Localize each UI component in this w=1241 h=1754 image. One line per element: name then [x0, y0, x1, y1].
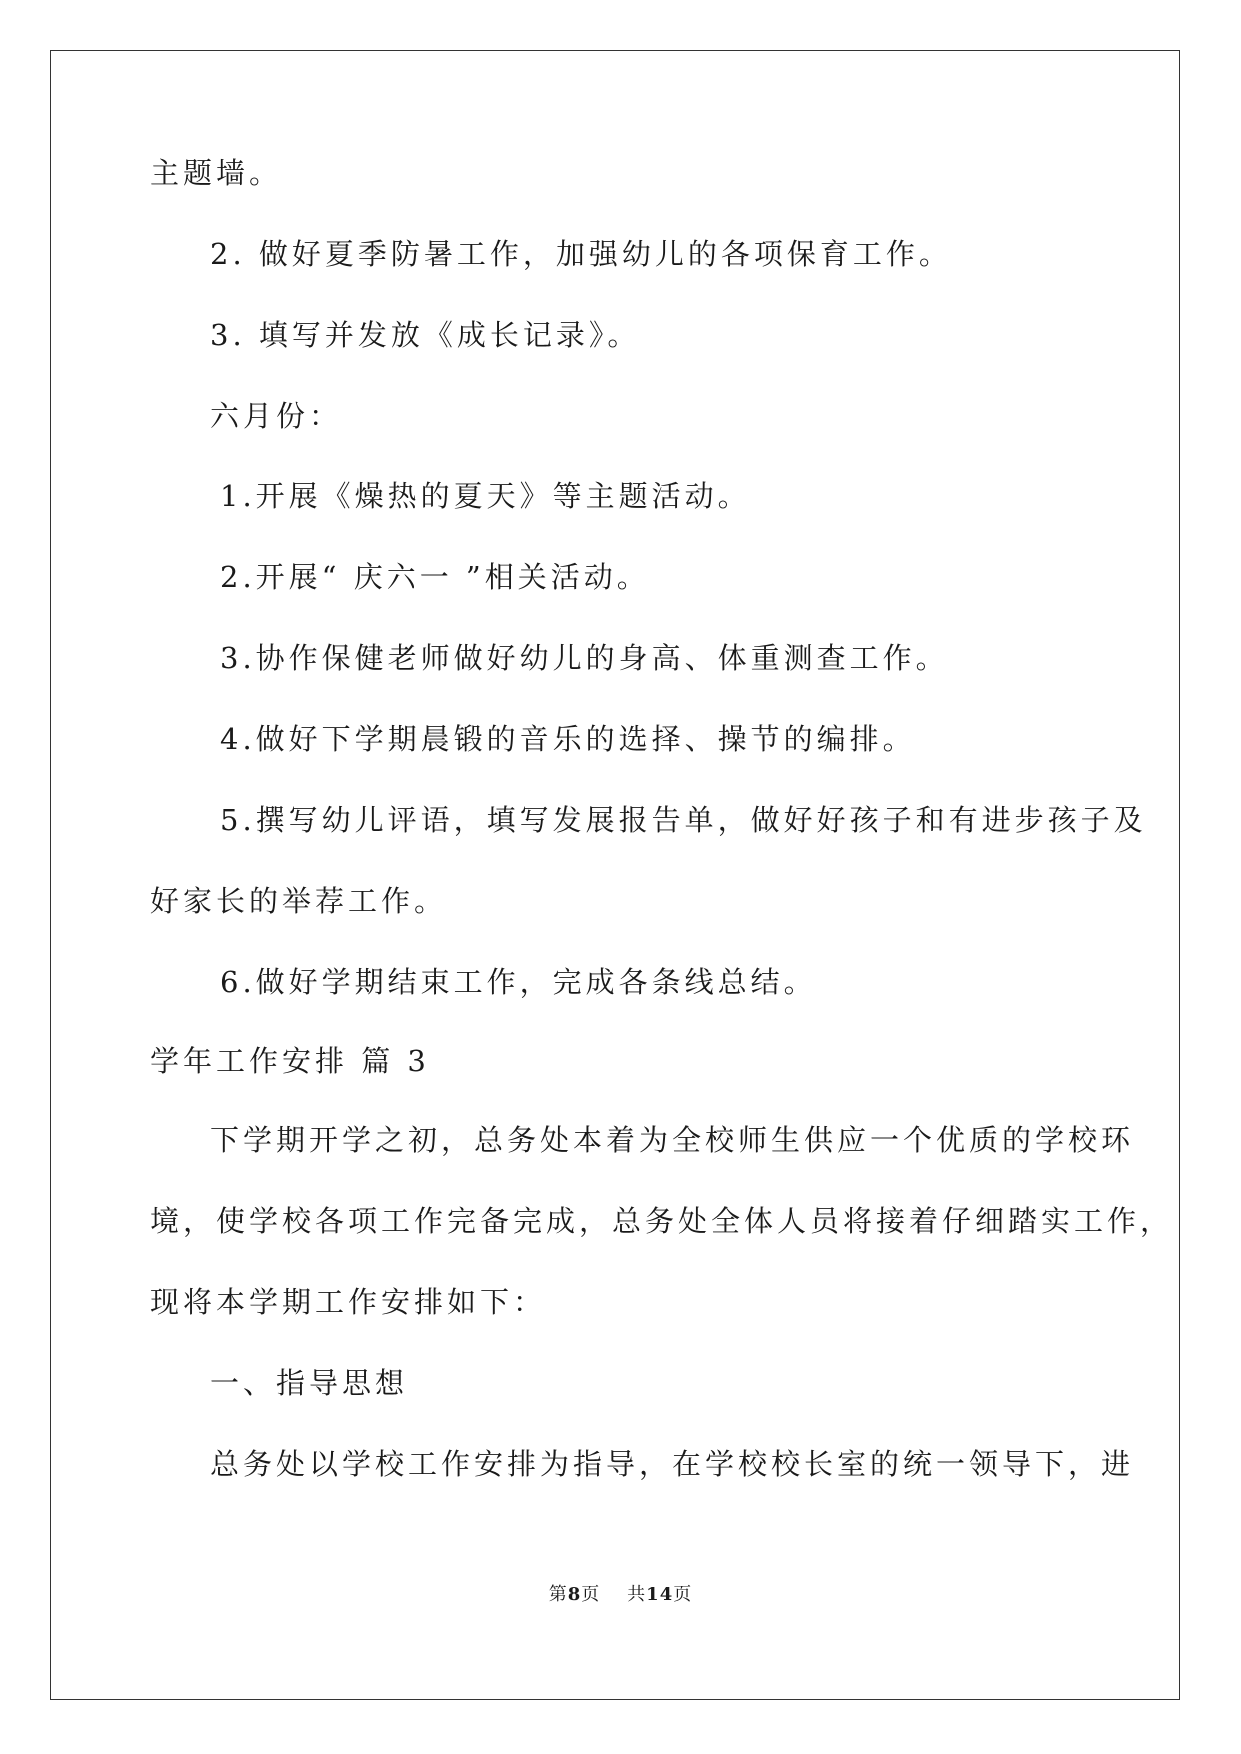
total-pages: 14	[646, 1584, 674, 1605]
total-suffix: 页	[673, 1584, 693, 1605]
text-line: 6.做好学期结束工作，完成各条线总结。	[220, 965, 817, 999]
text-line: 好家长的举荐工作。	[150, 884, 448, 918]
text-line: 5.撰写幼儿评语，填写发展报告单，做好好孩子和有进步孩子及	[220, 803, 1147, 837]
text-line: 2.开展“ 庆六一 ”相关活动。	[220, 560, 650, 594]
text-line: 下学期开学之初，总务处本着为全校师生供应一个优质的学校环	[210, 1123, 1135, 1157]
text-line: 境，使学校各项工作完备完成，总务处全体人员将接着仔细踏实工作，	[150, 1204, 1174, 1238]
text-line: 六月份：	[210, 399, 343, 433]
text-line: 主题墙。	[150, 156, 283, 190]
page-number: 8	[567, 1584, 582, 1605]
text-line: 总务处以学校工作安排为指导，在学校校长室的统一领导下，进	[210, 1447, 1135, 1481]
subsection-heading: 一、指导思想	[210, 1366, 409, 1400]
page-footer	[0, 1580, 1241, 1606]
text-line: 3. 填写并发放《成长记录》。	[210, 318, 641, 352]
page-suffix: 页	[581, 1584, 601, 1605]
section-heading: 学年工作安排 篇 3	[150, 1044, 430, 1078]
page-prefix: 第	[548, 1584, 568, 1605]
total-prefix: 共	[627, 1584, 647, 1605]
text-line: 3.协作保健老师做好幼儿的身高、体重测查工作。	[220, 641, 949, 675]
text-line: 现将本学期工作安排如下：	[150, 1285, 547, 1319]
text-line: 4.做好下学期晨锻的音乐的选择、操节的编排。	[220, 722, 916, 756]
text-line: 1.开展《燥热的夏天》等主题活动。	[220, 479, 751, 513]
text-line: 2. 做好夏季防暑工作，加强幼儿的各项保育工作。	[210, 237, 952, 271]
